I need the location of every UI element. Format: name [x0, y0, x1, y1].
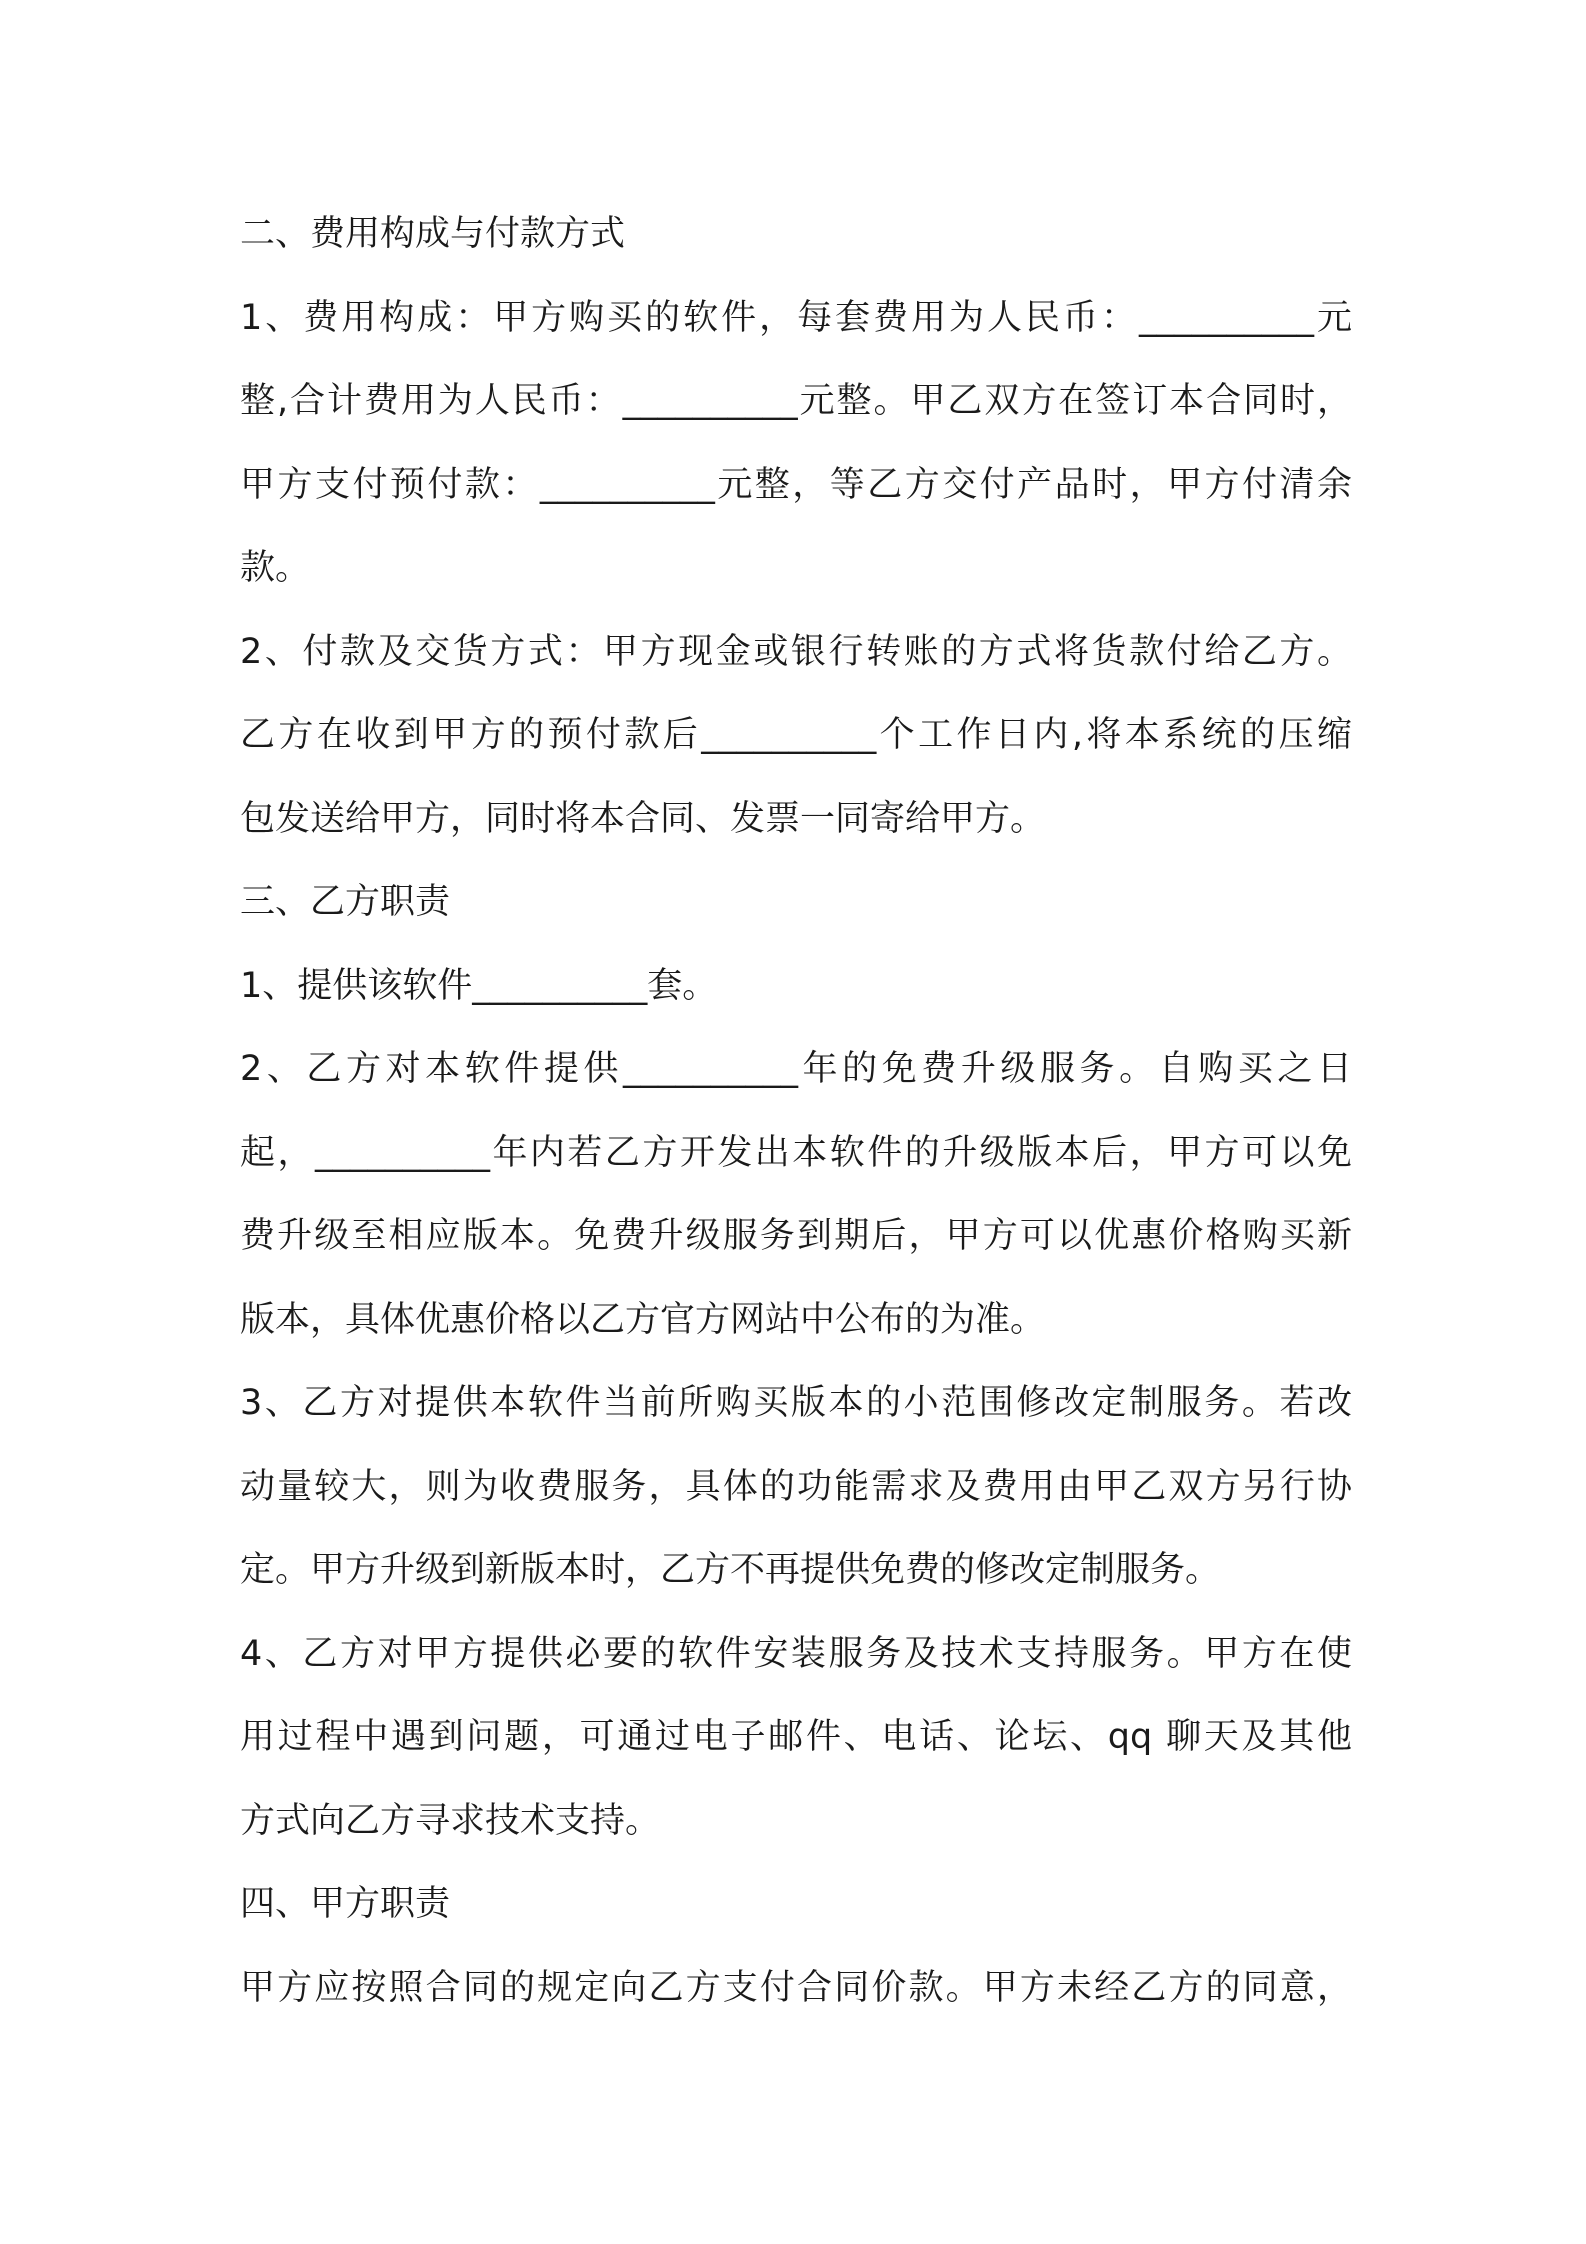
- paragraph-line: 3、乙方对提供本软件当前所购买版本的小范围修改定制服务。若改: [240, 1383, 1352, 1423]
- paragraph-line: 包发送给甲方，同时将本合同、发票一同寄给甲方。: [240, 798, 1046, 839]
- section-heading-party-a: 四、甲方职责: [240, 1884, 451, 1924]
- paragraph-line: 定。甲方升级到新版本时，乙方不再提供免费的修改定制服务。: [240, 1550, 1221, 1590]
- paragraph-line: 甲方应按照合同的规定向乙方支付合同价款。甲方未经乙方的同意，: [240, 1967, 1352, 2008]
- paragraph-line: 4、乙方对甲方提供必要的软件安装服务及技术支持服务。甲方在使: [240, 1633, 1352, 1674]
- paragraph-line: 2、乙方对本软件提供__________年的免费升级服务。自购买之日: [240, 1049, 1352, 1089]
- paragraph-line: 方式向乙方寻求技术支持。: [240, 1800, 661, 1841]
- paragraph-line: 款。: [240, 548, 311, 588]
- paragraph-line: 版本，具体优惠价格以乙方官方网站中公布的为准。: [240, 1299, 1046, 1340]
- document-body: [240, 193, 1352, 2030]
- paragraph-line: 1、费用构成：甲方购买的软件，每套费用为人民币：__________元: [240, 297, 1352, 338]
- paragraph-line: 1、提供该软件__________套。: [240, 965, 718, 1006]
- paragraph-line: 整,合计费用为人民币：__________元整。甲乙双方在签订本合同时，: [240, 381, 1352, 421]
- paragraph-line: 费升级至相应版本。免费升级服务到期后，甲方可以优惠价格购买新: [240, 1216, 1352, 1256]
- paragraph-line: 2、付款及交货方式：甲方现金或银行转账的方式将货款付给乙方。: [240, 631, 1352, 672]
- paragraph-line: 乙方在收到甲方的预付款后__________个工作日内,将本系统的压缩: [240, 715, 1352, 755]
- paragraph-line: 用过程中遇到问题，可通过电子邮件、电话、论坛、qq 聊天及其他: [240, 1717, 1352, 1757]
- paragraph-line: 甲方支付预付款：__________元整，等乙方交付产品时，甲方付清余: [240, 464, 1352, 505]
- section-heading-fees: 二、费用构成与付款方式: [240, 214, 626, 254]
- paragraph-line: 动量较大，则为收费服务，具体的功能需求及费用由甲乙双方另行协: [240, 1466, 1352, 1507]
- paragraph-line: 起，__________年内若乙方开发出本软件的升级版本后，甲方可以免: [240, 1132, 1352, 1173]
- section-heading-party-b: 三、乙方职责: [240, 882, 451, 922]
